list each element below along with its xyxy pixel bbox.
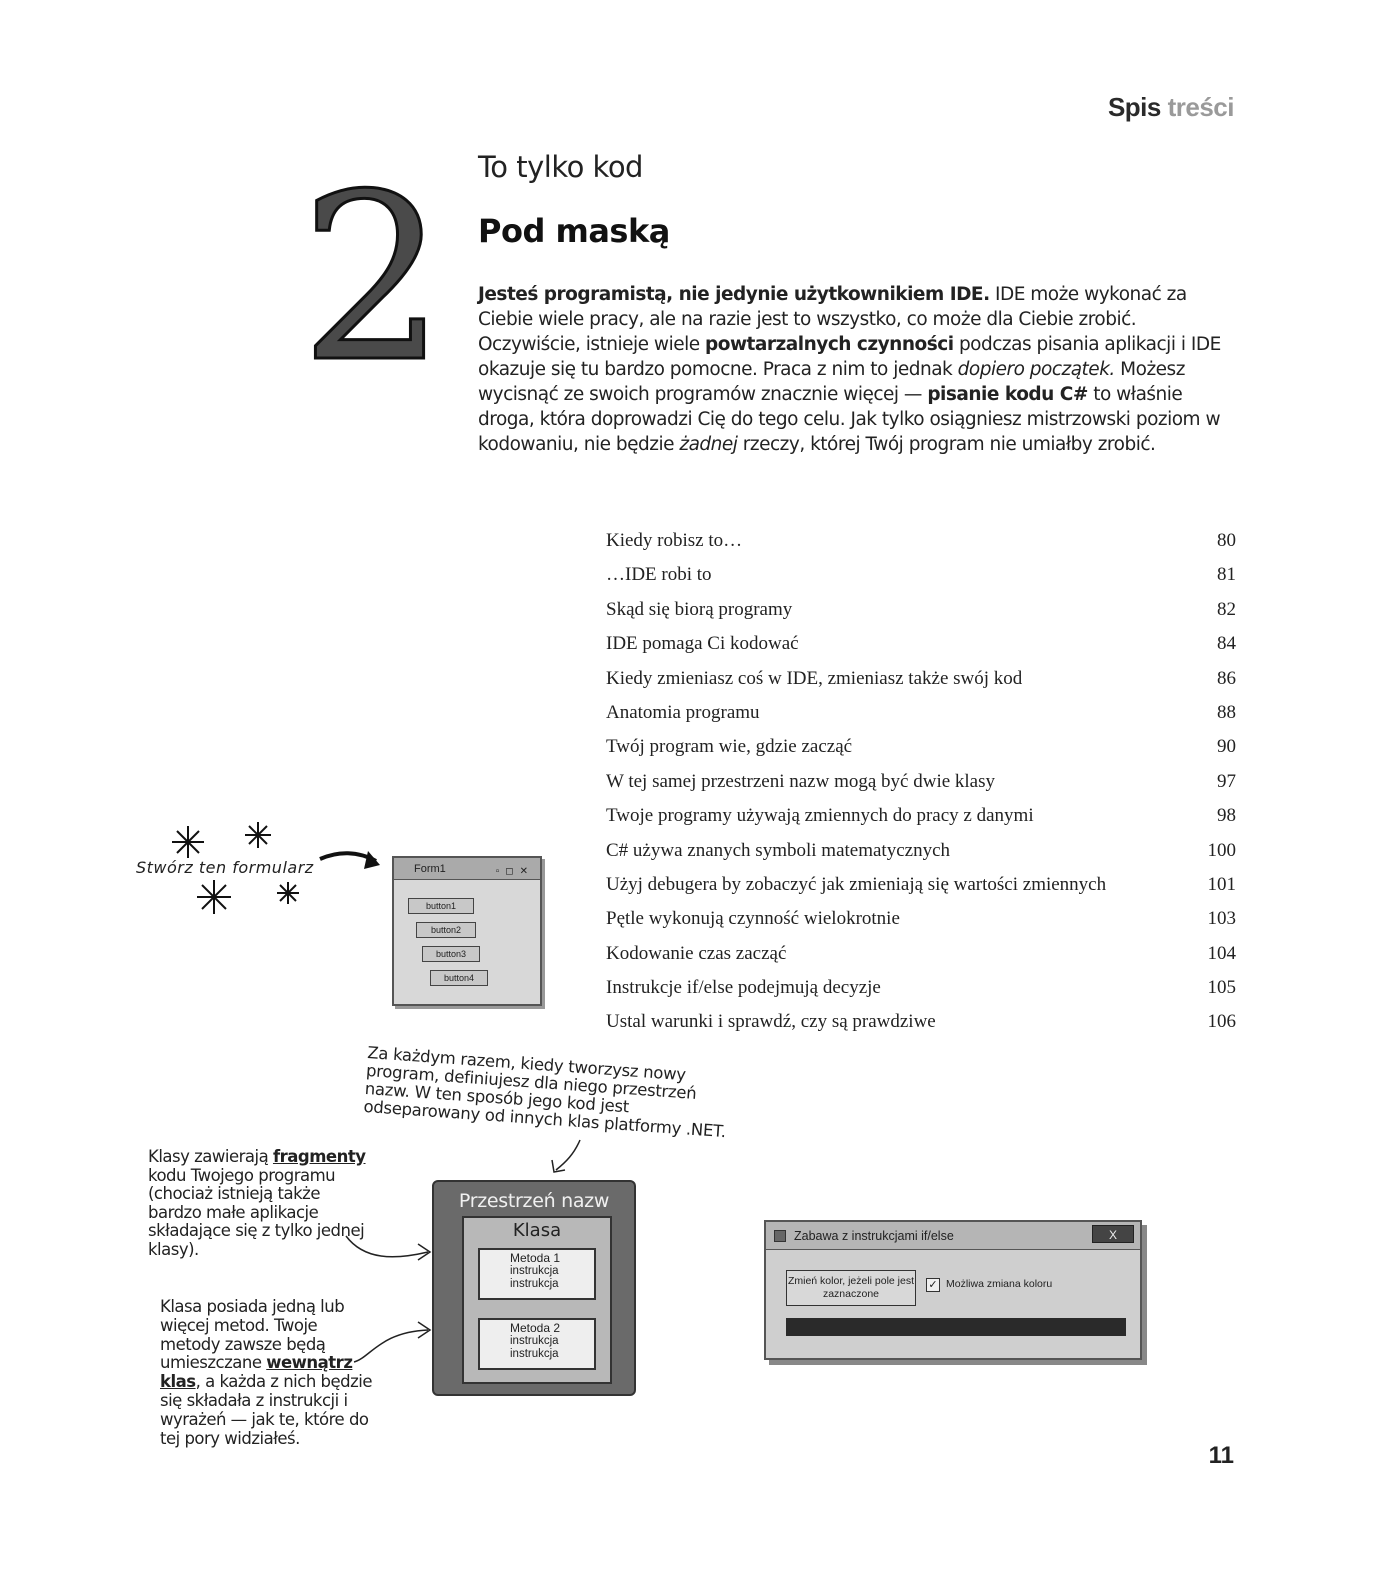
toc-entry-title: Kodowanie czas zacząć	[606, 942, 787, 964]
chapter-intro	[478, 282, 1238, 457]
header-word-2: treści	[1167, 92, 1234, 122]
form-button-3[interactable]: button3	[422, 946, 480, 962]
toc-entry-title: Twoje programy używają zmiennych do pracy z danymi	[606, 805, 1034, 827]
toc-entry-title: Instrukcje if/else podejmują decyzje	[606, 977, 881, 999]
ifelse-window-titlebar	[766, 1222, 1140, 1250]
color-label-bar	[786, 1318, 1126, 1336]
toc-entry-page: 88	[1217, 701, 1236, 723]
toc-entry-page: 100	[1207, 839, 1236, 861]
toc-entry[interactable]	[606, 524, 1236, 558]
toc-entry-page: 106	[1207, 1011, 1236, 1033]
toc-entry-page: 82	[1217, 598, 1236, 620]
toc-entry-page: 81	[1217, 564, 1236, 586]
method-note-emphasis: wewnątrz klas	[160, 1353, 353, 1392]
method-note-text-2: , a każda z nich będzie się składała z instrukcji i wyrażeń — jak te, które do tej pory widziałeś.	[160, 1372, 373, 1448]
form-button-1[interactable]: button1	[408, 898, 474, 914]
method-note	[160, 1298, 375, 1448]
toc-entry-page: 101	[1207, 873, 1236, 895]
arrow-right-icon	[318, 845, 388, 885]
class-note-text-2: kodu Twojego programu (chociaż istnieją także bardzo małe aplikacje składające się z tylko jednej klasy).	[148, 1165, 365, 1259]
toc-entry-title: …IDE robi to	[606, 564, 712, 586]
method-diagram-2	[478, 1318, 596, 1370]
page-number: 11	[1208, 1442, 1234, 1469]
class-label: Klasa	[512, 1220, 562, 1241]
chapter-number	[299, 146, 447, 413]
method-line: instrukcja	[510, 1265, 559, 1277]
form-label: Stwórz ten formularz	[136, 858, 314, 877]
intro-lead: Jesteś programistą, nie jedynie użytkownikiem IDE.	[478, 284, 990, 305]
class-note-emphasis: fragmenty	[272, 1147, 366, 1166]
color-change-checkbox-label: Możliwa zmiana koloru	[946, 1278, 1053, 1290]
toc-entry-title: Ustal warunki i sprawdź, czy są prawdziwe	[606, 1011, 936, 1033]
toc-entry[interactable]	[606, 902, 1236, 936]
toc-entry[interactable]	[606, 662, 1236, 696]
window-controls-icon: ▫◻✕	[495, 866, 534, 877]
running-header	[1108, 92, 1234, 123]
ifelse-window	[764, 1220, 1142, 1360]
toc-entry[interactable]	[606, 696, 1236, 730]
chapter-kicker: To tylko kod	[478, 150, 643, 184]
method-name: Metoda 2	[510, 1321, 561, 1335]
intro-italic-1: dopiero początek.	[957, 359, 1115, 380]
arrow-right-icon	[344, 1230, 434, 1270]
toc-entry[interactable]	[606, 593, 1236, 627]
namespace-diagram	[432, 1180, 636, 1396]
intro-bold-2: pisanie kodu C#	[927, 384, 1088, 405]
method-diagram-1	[478, 1248, 596, 1300]
toc-entry-page: 98	[1217, 805, 1236, 827]
intro-italic-2: żadnej	[679, 434, 738, 455]
toc-entry-page: 86	[1217, 667, 1236, 689]
form-window-title: Form1	[414, 863, 446, 875]
arrow-down-icon	[548, 1138, 588, 1178]
intro-text-5: rzeczy, której Twój program nie umiałby zrobić.	[737, 434, 1156, 455]
form-window	[392, 856, 542, 1006]
namespace-note: Za każdym razem, kiedy tworzysz nowy program, definiujesz dla niego przestrzeń nazw. W ten sposób jego kod jest odseparowany od innych klas platformy .NET.	[362, 1043, 727, 1142]
class-note	[148, 1148, 368, 1259]
toc-entry[interactable]	[606, 834, 1236, 868]
toc-entry[interactable]	[606, 868, 1236, 902]
method-line: instrukcja	[510, 1278, 559, 1290]
change-color-button[interactable]: Zmień kolor, jeżeli pole jest zaznaczone	[786, 1270, 916, 1306]
namespace-label: Przestrzeń nazw	[458, 1190, 610, 1212]
toc-entry[interactable]	[606, 765, 1236, 799]
toc-entry[interactable]	[606, 1005, 1236, 1039]
toc-entry-title: Anatomia programu	[606, 701, 760, 723]
color-change-checkbox[interactable]: ✓	[926, 1278, 940, 1292]
toc-entry-title: Kiedy zmieniasz coś w IDE, zmieniasz także swój kod	[606, 667, 1023, 689]
method-line: instrukcja	[510, 1335, 559, 1347]
method-name: Metoda 1	[510, 1251, 561, 1265]
chapter-number-text: 2	[299, 146, 447, 413]
intro-text-3: Możesz wycisnąć ze swoich programów znacznie więcej —	[478, 359, 1185, 405]
toc-entry-title: Skąd się biorą programy	[606, 598, 793, 620]
toc-entry-page: 90	[1217, 736, 1236, 758]
toc-entry-title: IDE pomaga Ci kodować	[606, 633, 799, 655]
class-note-text-1: Klasy zawierają	[148, 1147, 273, 1166]
close-icon[interactable]: X	[1092, 1225, 1134, 1243]
toc-entry[interactable]	[606, 627, 1236, 661]
toc-list	[606, 524, 1236, 1040]
arrow-right-icon	[350, 1318, 434, 1368]
toc-entry-title: W tej samej przestrzeni nazw mogą być dwie klasy	[606, 770, 996, 792]
toc-entry-title: Kiedy robisz to…	[606, 530, 743, 551]
toc-entry-title: Twój program wie, gdzie zacząć	[606, 736, 853, 758]
form-button-4[interactable]: button4	[430, 970, 488, 986]
chapter-title: Pod maską	[478, 212, 670, 250]
toc-entry-page: 80	[1217, 530, 1236, 551]
intro-text-4: to właśnie droga, która doprowadzi Cię do tego celu. Jak tylko osiągniesz mistrzowski poziom w kodowaniu, nie będzie	[478, 384, 1221, 455]
toc-entry-page: 97	[1217, 770, 1236, 792]
toc-entry-title: C# używa znanych symboli matematycznych	[606, 839, 951, 861]
app-icon	[774, 1230, 786, 1242]
intro-text-1: IDE może wykonać za Ciebie wiele pracy, ale na razie jest to wszystko, co może dla Ciebie zrobić. Oczywiście, istnieje wiele	[478, 284, 1187, 355]
toc-entry-page: 103	[1207, 908, 1236, 930]
header-word-1: Spis	[1107, 92, 1161, 122]
intro-bold-1: powtarzalnych czynności	[705, 334, 954, 355]
toc-entry[interactable]	[606, 558, 1236, 592]
toc-entry[interactable]	[606, 937, 1236, 971]
toc-entry-title: Pętle wykonują czynność wielokrotnie	[606, 908, 900, 930]
ifelse-window-title: Zabawa z instrukcjami if/else	[794, 1229, 954, 1243]
class-diagram	[462, 1216, 612, 1384]
toc-entry[interactable]	[606, 799, 1236, 833]
toc-entry-page: 105	[1207, 977, 1236, 999]
method-note-text-1: Klasa posiada jedną lub więcej metod. Twoje metody zawsze będą umieszczane	[160, 1297, 345, 1373]
method-line: instrukcja	[510, 1348, 559, 1360]
toc-entry[interactable]	[606, 730, 1236, 764]
form-window-titlebar	[394, 858, 540, 880]
toc-entry-page: 104	[1207, 942, 1236, 964]
toc-entry-title: Użyj debugera by zobaczyć jak zmieniają się wartości zmiennych	[606, 873, 1107, 895]
form-button-2[interactable]: button2	[416, 922, 476, 938]
toc-entry-page: 84	[1217, 633, 1236, 655]
intro-text-2: podczas pisania aplikacji i IDE okazuje się tu bardzo pomocne. Praca z nim to jednak	[478, 334, 1221, 380]
toc-entry[interactable]	[606, 971, 1236, 1005]
